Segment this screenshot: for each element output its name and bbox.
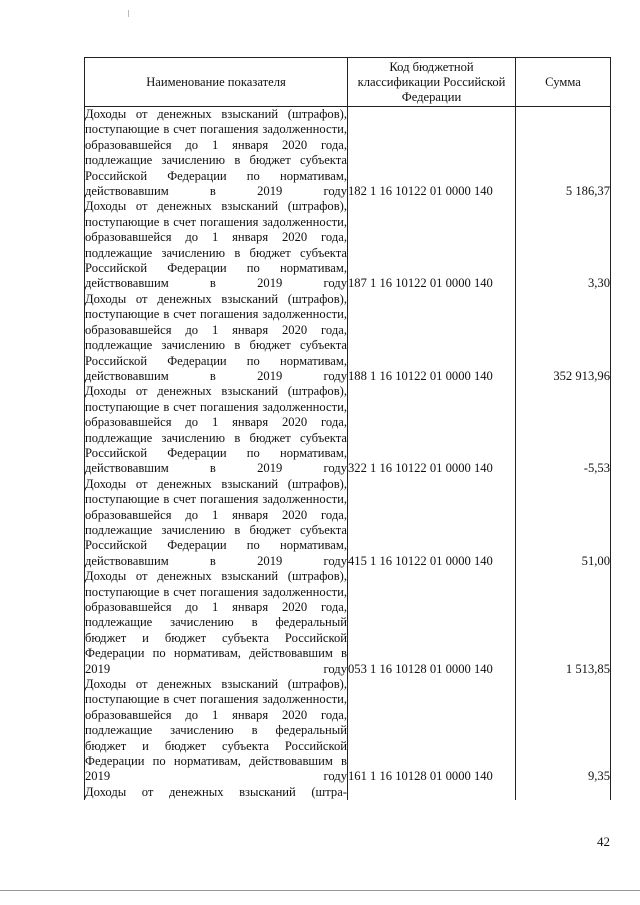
row-amount: 3,30 bbox=[516, 199, 611, 291]
row-code: 187 1 16 10122 01 0000 140 bbox=[348, 199, 516, 291]
row-code bbox=[348, 785, 516, 800]
row-name: Доходы от денежных взысканий (штрафов), поступающие в счет погашения задолженности, образовавшейся до 1 января 2020 года, подлежащие зачислению в бюджет субъекта Российской Федерации по нормативам, действовавшим в 2019 году bbox=[85, 107, 347, 199]
row-name: Доходы от денежных взысканий (штрафов), поступающие в счет погашения задолженности, образовавшейся до 1 января 2020 года, подлежащие зачислению в бюджет субъекта Российской Федерации по нормативам, действовавшим в 2019 году bbox=[85, 291, 347, 383]
table-row bbox=[85, 107, 611, 200]
table-row bbox=[85, 384, 611, 476]
header-name: Наименование показателя bbox=[85, 58, 348, 107]
row-code: 322 1 16 10122 01 0000 140 bbox=[348, 384, 516, 476]
row-code: 188 1 16 10122 01 0000 140 bbox=[348, 292, 516, 384]
page-divider bbox=[0, 890, 640, 891]
row-code: 053 1 16 10128 01 0000 140 bbox=[348, 569, 516, 677]
row-amount: -5,53 bbox=[516, 384, 611, 476]
revenue-table bbox=[84, 57, 611, 800]
header-amount: Сумма bbox=[516, 58, 611, 107]
row-amount: 5 186,37 bbox=[516, 107, 611, 200]
row-amount: 1 513,85 bbox=[516, 569, 611, 677]
row-amount bbox=[516, 785, 611, 800]
header-code: Код бюджетной классификации Российской Федерации bbox=[348, 58, 516, 107]
table-row bbox=[85, 199, 611, 291]
page-number: 42 bbox=[597, 834, 610, 849]
table-row bbox=[85, 477, 611, 569]
row-name: Доходы от денежных взысканий (штрафов), поступающие в счет погашения задолженности, образовавшейся до 1 января 2020 года, подлежащие зачислению в федеральный бюджет и бюджет субъекта Российской Федерации по нормативам, действовавшим в 2019 году bbox=[85, 569, 347, 676]
row-amount: 51,00 bbox=[516, 477, 611, 569]
row-name: Доходы от денежных взысканий (штрафов), поступающие в счет погашения задолженности, образовавшейся до 1 января 2020 года, подлежащие зачислению в бюджет субъекта Российской Федерации по нормативам, действовавшим в 2019 году bbox=[85, 199, 347, 291]
table-row bbox=[85, 569, 611, 677]
row-name: Доходы от денежных взысканий (штрафов), поступающие в счет погашения задолженности, образовавшейся до 1 января 2020 года, подлежащие зачислению в бюджет субъекта Российской Федерации по нормативам, действовавшим в 2019 году bbox=[85, 384, 347, 476]
table-header-row bbox=[85, 58, 611, 107]
row-code: 182 1 16 10122 01 0000 140 bbox=[348, 107, 516, 200]
table-row bbox=[85, 292, 611, 384]
scan-mark bbox=[128, 10, 129, 17]
row-amount: 352 913,96 bbox=[516, 292, 611, 384]
row-amount: 9,35 bbox=[516, 677, 611, 785]
row-code: 161 1 16 10128 01 0000 140 bbox=[348, 677, 516, 785]
row-name: Доходы от денежных взысканий (штрафов), поступающие в счет погашения задолженности, образовавшейся до 1 января 2020 года, подлежащие зачислению в федеральный бюджет и бюджет субъекта Российской Федерации по нормативам, действовавшим в 2019 году bbox=[85, 677, 347, 784]
row-name: Доходы от денежных взысканий (штрафов), поступающие в счет погашения задолженности, образовавшейся до 1 января 2020 года, подлежащие зачислению в бюджет субъекта Российской Федерации по нормативам, действовавшим в 2019 году bbox=[85, 476, 347, 568]
row-name: Доходы от денежных взысканий (штра- bbox=[85, 784, 347, 799]
table-row-partial bbox=[85, 785, 611, 800]
row-code: 415 1 16 10122 01 0000 140 bbox=[348, 477, 516, 569]
table-row bbox=[85, 677, 611, 785]
